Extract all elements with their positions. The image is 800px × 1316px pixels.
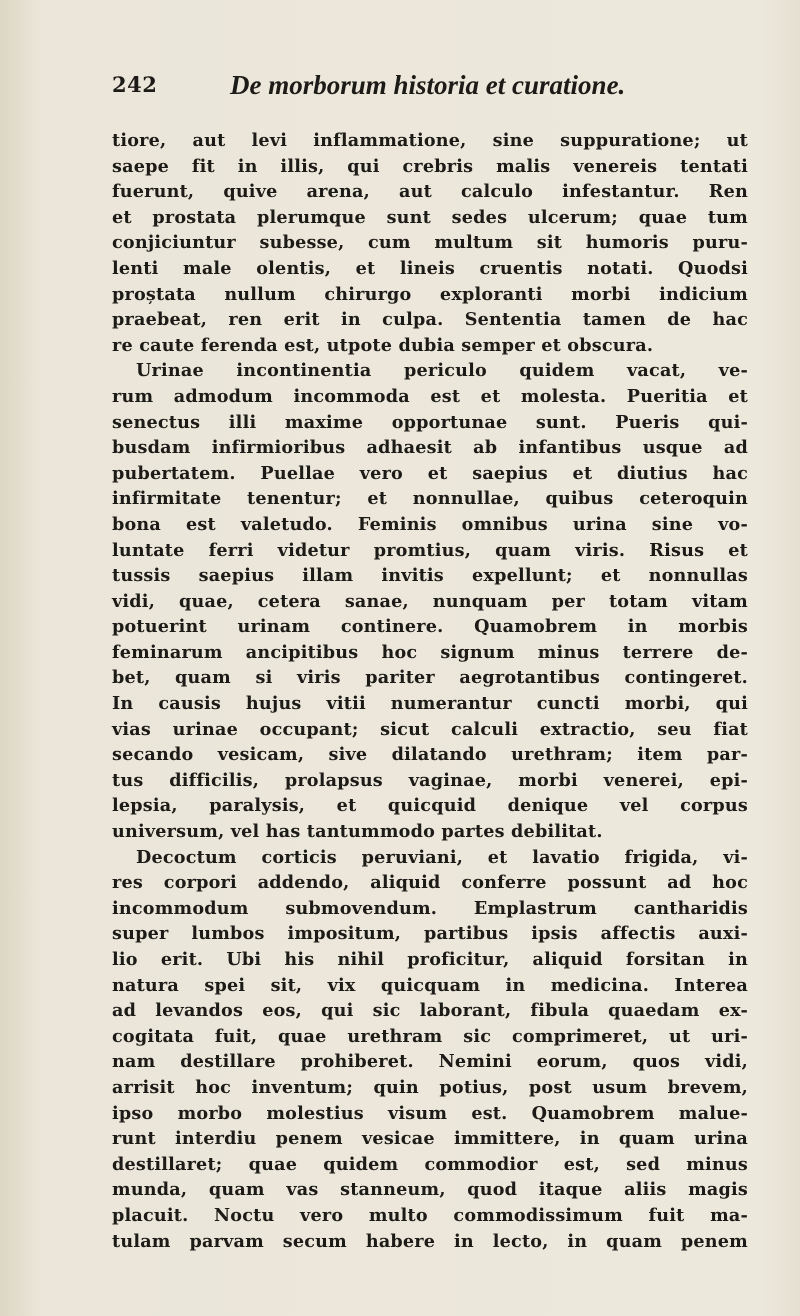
text-line: vias urinae occupant; sicut calculi extractio, seu fiat: [112, 718, 748, 740]
text-line: tiore, aut levi inflammatione, sine suppuratione; ut: [112, 130, 748, 151]
text-line: universum, vel has tantummodo partes debilitat.: [112, 821, 603, 843]
text-line: cogitata fuit, quae urethram sic comprimeret, ut uri-: [112, 1025, 748, 1047]
text-line: fuerunt, quive arena, aut calculo infestantur. Ren: [112, 181, 748, 203]
text-line: senectus illi maxime opportunae sunt. Pueris qui-: [112, 411, 748, 433]
page-header: [112, 68, 732, 108]
text-line: runt interdiu penem vesicae immittere, in quam urina: [112, 1128, 748, 1150]
text-line: praebeat, ren erit in culpa. Sententia tamen de hac: [112, 309, 748, 331]
text-line: et prostata plerumque sunt sedes ulcerum; quae tum: [112, 206, 748, 228]
text-line: tussis saepius illam invitis expellunt; et nonnullas: [112, 565, 748, 587]
text-line: rum admodum incommoda est et molesta. Pueritia et: [112, 385, 748, 407]
text-line: nam destillare prohiberet. Nemini eorum, quos vidi,: [112, 1051, 748, 1073]
text-line: lenti male olentis, et lineis cruentis notati. Quodsi: [112, 257, 748, 279]
text-line: tus difficilis, prolapsus vaginae, morbi venerei, epi-: [112, 769, 748, 791]
text-line: lepsia, paralysis, et quicquid denique vel corpus: [112, 795, 748, 817]
text-line: natura spei sit, vix quicquam in medicina. Interea: [112, 974, 748, 996]
text-line: incommodum submovendum. Emplastrum cantharidis: [112, 897, 748, 919]
paragraph-start-line: Urinae incontinentia periculo quidem vacat, ve-: [136, 360, 748, 382]
running-title: De morborum historia et curatione.: [230, 70, 626, 100]
text-line: arrisit hoc inventum; quin potius, post usum brevem,: [112, 1076, 748, 1098]
text-line: bet, quam si viris pariter aegrotantibus contingeret.: [112, 667, 748, 689]
body-text: [112, 128, 748, 1254]
text-line: feminarum ancipitibus hoc signum minus terrere de-: [112, 641, 748, 663]
text-line: lio erit. Ubi his nihil proficitur, aliquid forsitan in: [112, 949, 748, 970]
text-line: infirmitate tenentur; et nonnullae, quibus ceteroquin: [112, 488, 748, 510]
text-line: placuit. Noctu vero multo commodissimum fuit ma-: [112, 1204, 748, 1226]
text-line: tulam parvam secum habere in lecto, in quam penem: [112, 1230, 748, 1252]
text-line: pubertatem. Puellae vero et saepius et diutius hac: [112, 462, 748, 484]
text-line: bona est valetudo. Feminis omnibus urina sine vo-: [112, 513, 748, 535]
paragraph-start-line: Decoctum corticis peruviani, et lavatio frigida, vi-: [136, 846, 748, 868]
text-line: saepe fit in illis, qui crebris malis venereis tentati: [112, 155, 748, 177]
text-line: proștata nullum chirurgo exploranti morbi indicium: [112, 283, 748, 305]
page-number: 242: [112, 72, 158, 97]
text-line: destillaret; quae quidem commodior est, sed minus: [112, 1153, 748, 1175]
text-line: In causis hujus vitii numerantur cuncti morbi, qui: [112, 693, 748, 715]
text-line: secando vesicam, sive dilatando urethram; item par-: [112, 744, 748, 766]
text-line: ad levandos eos, qui sic laborant, fibula quaedam ex-: [112, 1000, 748, 1022]
text-line: luntate ferri videtur promtius, quam viris. Risus et: [112, 539, 748, 561]
text-line: super lumbos impositum, partibus ipsis affectis auxi-: [112, 923, 748, 945]
text-line: vidi, quae, cetera sanae, nunquam per totam vitam: [112, 590, 748, 612]
text-line: munda, quam vas stanneum, quod itaque aliis magis: [112, 1179, 748, 1201]
text-line: res corpori addendo, aliquid conferre possunt ad hoc: [112, 872, 748, 894]
text-line: ipso morbo molestius visum est. Quamobrem malue-: [112, 1102, 748, 1124]
text-line: re caute ferenda est, utpote dubia semper et obscura.: [112, 334, 654, 356]
text-line: busdam infirmioribus adhaesit ab infantibus usque ad: [112, 437, 748, 459]
text-line: conjiciuntur subesse, cum multum sit humoris puru-: [112, 232, 748, 254]
text-line: potuerint urinam continere. Quamobrem in morbis: [112, 616, 748, 638]
